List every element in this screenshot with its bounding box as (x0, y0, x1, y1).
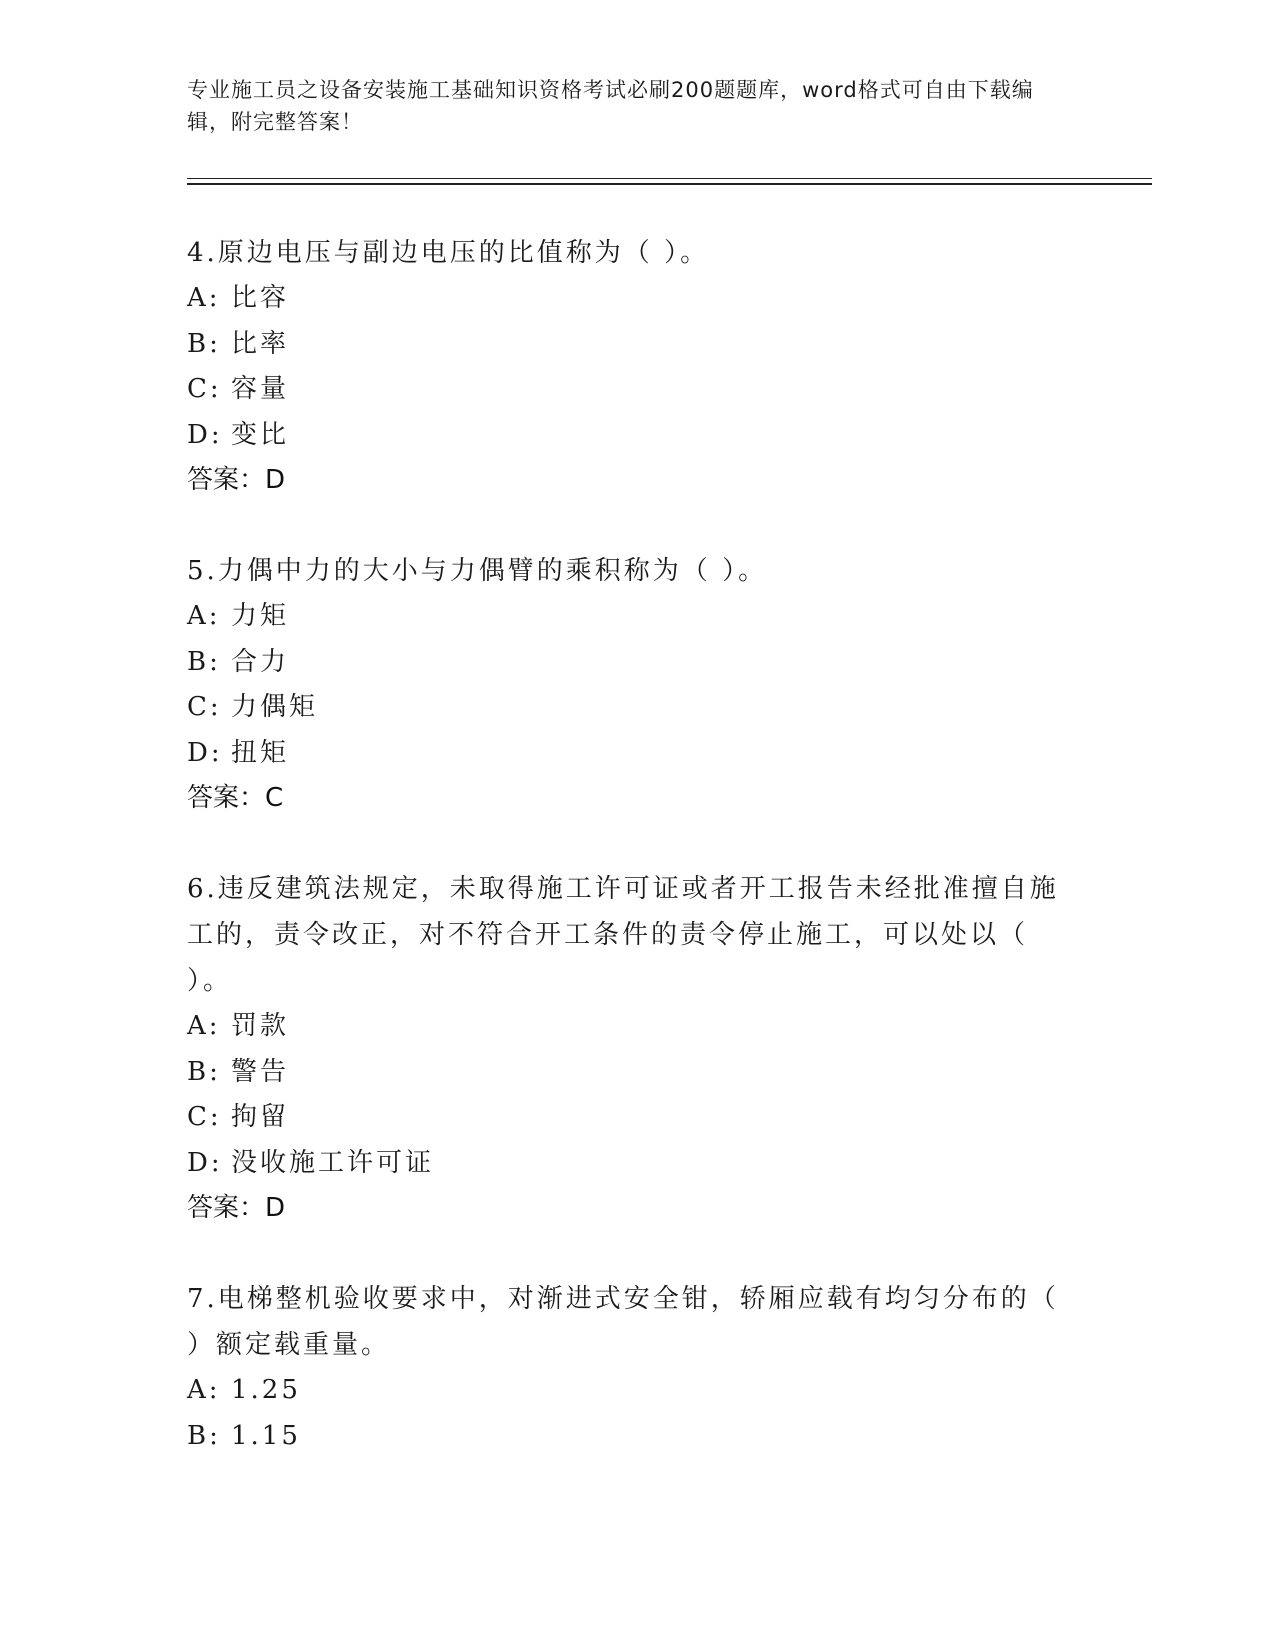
option-text: 罚款 (231, 1011, 290, 1041)
option-text: 警告 (231, 1056, 290, 1087)
option-text: 力矩 (231, 601, 290, 631)
option-a (187, 276, 1067, 322)
option-a (187, 1004, 1067, 1050)
option-letter: A: (187, 1375, 221, 1405)
answer-line: 答案：D (187, 1193, 286, 1223)
option-d (187, 731, 1067, 777)
option-c (187, 1095, 1067, 1141)
option-a (187, 594, 1067, 640)
option-text: 没收施工许可证 (231, 1147, 435, 1178)
option-letter: C: (187, 1102, 222, 1132)
option-b (187, 322, 1067, 368)
option-b (187, 640, 1067, 686)
option-letter: C: (187, 692, 222, 722)
document-header-title: 专业施工员之设备安装施工基础知识资格考试必刷200题题库，word格式可自由下载编辑，附完整答案！ (187, 78, 1034, 134)
option-letter: A: (187, 1011, 221, 1041)
option-text: 1.25 (231, 1375, 301, 1405)
option-letter: C: (187, 374, 222, 404)
question-6 (187, 866, 1067, 1231)
option-b (187, 1414, 1067, 1460)
option-a (187, 1368, 1067, 1414)
option-text: 扭矩 (231, 737, 290, 768)
option-text: 合力 (231, 646, 290, 677)
question-stem: 6.违反建筑法规定，未取得施工许可证或者开工报告未经批准擅自施工的，责令改正，对不符合开工条件的责令停止施工，可以处以（ ）。 (187, 874, 1059, 996)
option-text: 比率 (231, 328, 290, 359)
option-letter: D: (187, 737, 223, 768)
option-letter: B: (187, 1056, 221, 1087)
answer-line: 答案：D (187, 465, 286, 495)
option-text: 拘留 (231, 1102, 290, 1132)
question-5 (187, 548, 1067, 821)
option-letter: D: (187, 1147, 223, 1178)
option-text: 1.15 (231, 1420, 301, 1451)
option-c (187, 367, 1067, 413)
question-list (187, 230, 1067, 1504)
option-d (187, 413, 1067, 459)
option-b (187, 1050, 1067, 1096)
option-text: 力偶矩 (231, 692, 319, 722)
question-7 (187, 1276, 1067, 1459)
option-letter: B: (187, 1420, 221, 1451)
header-divider-thick (187, 183, 1152, 185)
option-letter: A: (187, 601, 221, 631)
question-4 (187, 230, 1067, 503)
header-divider-thin (187, 178, 1152, 179)
option-d (187, 1141, 1067, 1187)
question-stem: 4.原边电压与副边电压的比值称为（ ）。 (187, 238, 710, 268)
option-text: 比容 (231, 283, 290, 313)
option-letter: B: (187, 328, 221, 359)
question-stem: 7.电梯整机验收要求中，对渐进式安全钳，轿厢应载有均匀分布的（ ）额定载重量。 (187, 1284, 1059, 1360)
option-letter: D: (187, 419, 223, 450)
option-text: 变比 (231, 419, 290, 450)
option-letter: B: (187, 646, 221, 677)
answer-line: 答案：C (187, 783, 284, 813)
option-c (187, 685, 1067, 731)
option-text: 容量 (231, 374, 290, 404)
option-letter: A: (187, 283, 221, 313)
question-stem: 5.力偶中力的大小与力偶臂的乘积称为（ ）。 (187, 556, 768, 586)
